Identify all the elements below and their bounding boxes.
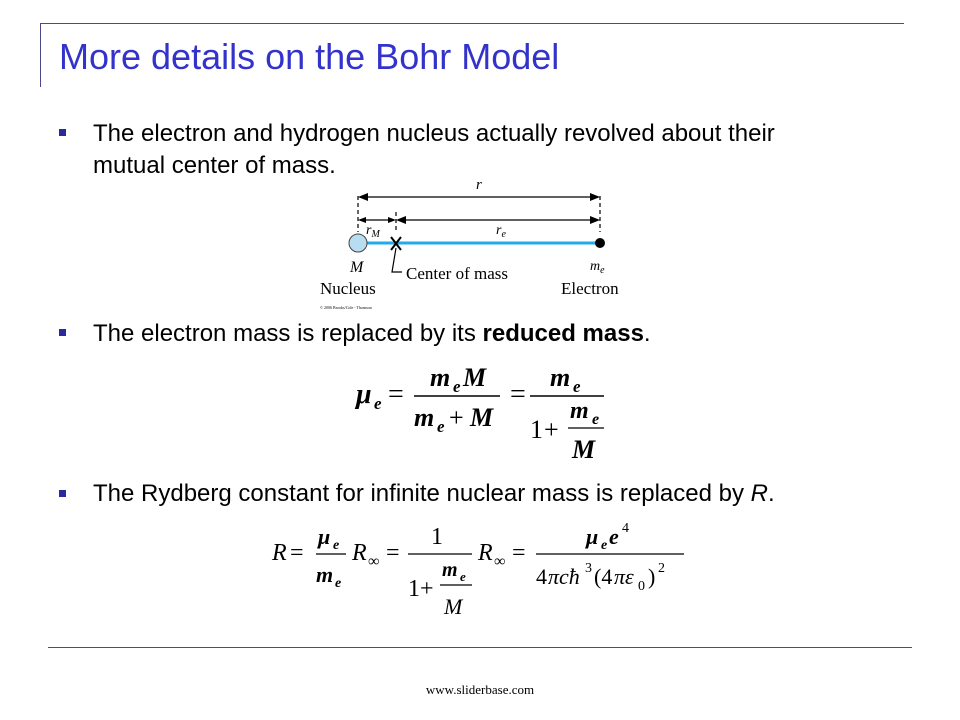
svg-text:M: M — [444, 594, 463, 619]
svg-text:e: e — [335, 576, 342, 591]
svg-text:πε: πε — [614, 564, 634, 589]
bullet-italic-symbol: R — [750, 480, 768, 507]
svg-text:1: 1 — [408, 576, 420, 602]
svg-text:M: M — [572, 435, 596, 464]
svg-text:(4: (4 — [594, 564, 613, 589]
bullet-marker — [59, 129, 66, 136]
bullet-bold-term: reduced mass — [482, 320, 644, 347]
bullet-marker — [59, 490, 66, 497]
bottom-rule — [48, 647, 912, 648]
label-nucleus: Nucleus — [320, 279, 376, 298]
svg-text:=: = — [290, 540, 304, 566]
label-r-m: $r_M$ — [366, 223, 380, 240]
svg-text:R: R — [352, 540, 367, 566]
svg-text:3: 3 — [585, 561, 592, 576]
bullet-line: mutual center of mass. — [93, 152, 336, 179]
label-M: M — [350, 259, 364, 276]
svg-text:μ: μ — [586, 524, 599, 549]
rydberg-equation — [268, 518, 688, 622]
svg-text:m: m — [316, 562, 334, 587]
svg-text:=: = — [512, 540, 526, 566]
svg-text:4: 4 — [536, 564, 547, 589]
svg-text:+: + — [544, 415, 559, 444]
bullet-text: . — [768, 480, 775, 507]
svg-text:m: m — [430, 363, 451, 392]
svg-text:=: = — [510, 379, 526, 410]
svg-text:): ) — [648, 564, 656, 589]
svg-text:∞: ∞ — [368, 553, 380, 570]
svg-text:μ: μ — [356, 379, 372, 410]
svg-text:R: R — [478, 540, 493, 566]
label-r-e: $r_e$ — [496, 223, 506, 240]
svg-text:M: M — [463, 363, 487, 392]
svg-text:1: 1 — [530, 415, 543, 444]
left-rule — [40, 23, 41, 87]
svg-text:e: e — [374, 394, 382, 413]
bullet-text: . — [643, 320, 651, 347]
svg-text:μ: μ — [318, 524, 331, 549]
svg-text:m: m — [570, 398, 589, 424]
svg-text:R: R — [272, 540, 287, 566]
svg-text:e: e — [573, 377, 581, 396]
center-of-mass-diagram — [310, 172, 650, 312]
bullet-marker — [59, 329, 66, 336]
svg-text:e: e — [460, 569, 466, 584]
label-m-e: $m_e$ — [590, 259, 605, 276]
svg-text:M: M — [470, 403, 494, 432]
svg-text:+: + — [449, 403, 464, 432]
svg-text:m: m — [414, 403, 435, 432]
label-electron: Electron — [561, 279, 619, 298]
bullet-text-rydberg — [93, 478, 775, 510]
svg-text:=: = — [386, 540, 400, 566]
svg-text:e: e — [437, 417, 445, 436]
svg-text:2: 2 — [658, 561, 665, 576]
svg-text:πcħ: πcħ — [548, 564, 580, 589]
svg-text:0: 0 — [638, 579, 645, 594]
svg-text:1: 1 — [431, 524, 443, 550]
svg-text:m: m — [550, 363, 571, 392]
bullet-text-reduced-mass — [93, 318, 651, 350]
top-rule — [40, 23, 904, 24]
nucleus-circle — [349, 234, 367, 252]
svg-text:e: e — [609, 524, 619, 549]
svg-text:4: 4 — [622, 521, 629, 536]
label-center-of-mass: Center of mass — [406, 264, 508, 283]
label-r: r — [476, 177, 482, 193]
svg-text:e: e — [601, 538, 608, 553]
reduced-mass-equation — [350, 358, 620, 470]
bullet-text: The Rydberg constant for infinite nuclear mass is replaced by — [93, 480, 751, 507]
svg-text:∞: ∞ — [494, 553, 506, 570]
electron-dot — [595, 238, 605, 248]
svg-text:+: + — [420, 576, 434, 602]
svg-text:=: = — [388, 379, 404, 410]
svg-text:e: e — [333, 538, 340, 553]
svg-text:e: e — [453, 377, 461, 396]
bullet-text: The electron mass is replaced by its — [93, 320, 483, 347]
svg-text:e: e — [592, 411, 600, 428]
slide-title: More details on the Bohr Model — [59, 36, 560, 77]
svg-text:m: m — [442, 559, 458, 581]
footer-url: www.sliderbase.com — [425, 682, 535, 697]
image-credit: © 2006 Brooks/Cole - Thomson — [320, 305, 372, 310]
bullet-line: The electron and hydrogen nucleus actually revolved about their — [93, 120, 775, 147]
